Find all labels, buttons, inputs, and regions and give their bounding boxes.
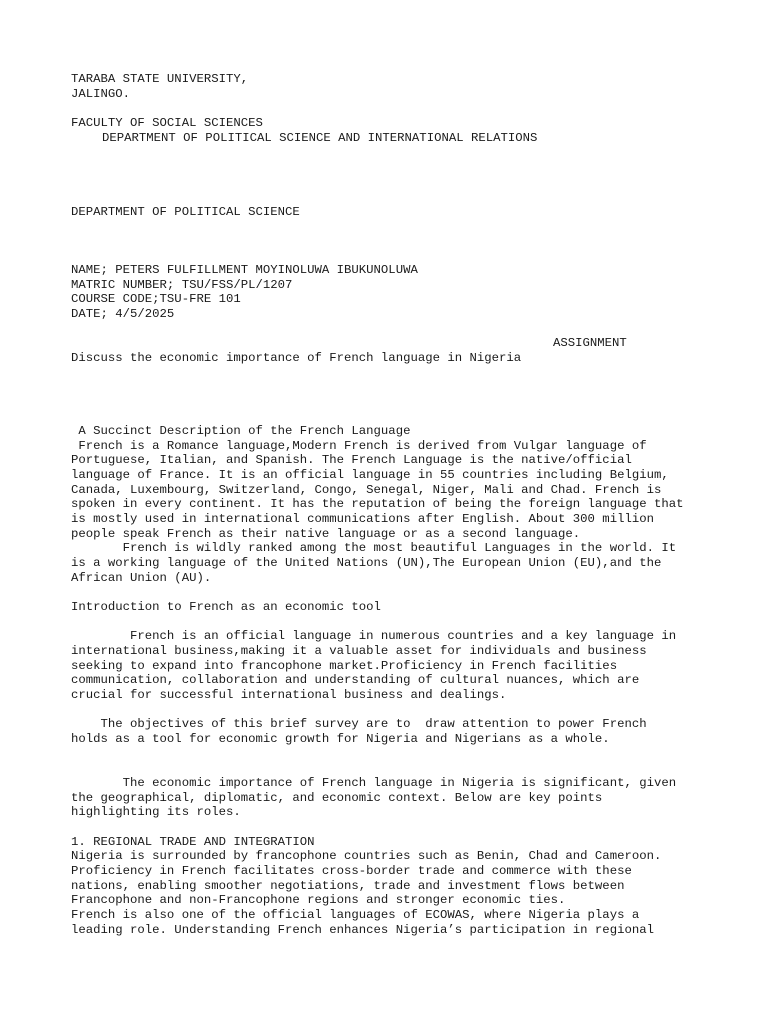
section-1-line: Proficiency in French facilitates cross-border trade and commerce with these [71,864,632,878]
department-name: DEPARTMENT OF POLITICAL SCIENCE [71,205,300,219]
description-line: language of France. It is an official language in 55 countries including Belgium, [71,468,669,482]
intro-line: international business,making it a valuable asset for individuals and business [71,644,647,658]
section-1-line: French is also one of the official languages of ECOWAS, where Nigeria plays a [71,908,640,922]
description-line: African Union (AU). [71,571,212,585]
section-1-line: leading role. Understanding French enhances Nigeria’s participation in regional [71,923,654,937]
university-name: TARABA STATE UNIVERSITY, [71,72,249,86]
matric-number: MATRIC NUMBER; TSU/FSS/PL/1207 [71,278,293,292]
objectives-line: The objectives of this brief survey are to draw attention to power French [71,717,647,731]
importance-line: the geographical, diplomatic, and economic context. Below are key points [71,791,603,805]
submission-date: DATE; 4/5/2025 [71,307,175,321]
department-full-name: DEPARTMENT OF POLITICAL SCIENCE AND INTERNATIONAL RELATIONS [102,131,538,145]
section-1-heading: 1. REGIONAL TRADE AND INTEGRATION [71,835,315,849]
intro-line: French is an official language in numerous countries and a key language in [71,629,677,643]
description-line: French is wildly ranked among the most beautiful Languages in the world. It [71,541,677,555]
importance-line: highlighting its roles. [71,805,241,819]
assignment-question: Discuss the economic importance of French language in Nigeria [71,351,522,365]
intro-line: crucial for successful international business and dealings. [71,688,507,702]
description-line: Canada, Luxembourg, Switzerland, Congo, Senegal, Niger, Mali and Chad. French is [71,483,662,497]
description-line: French is a Romance language,Modern French is derived from Vulgar language of [71,439,647,453]
description-line: is a working language of the United Nations (UN),The European Union (EU),and the [71,556,662,570]
objectives-line: holds as a tool for economic growth for Nigeria and Nigerians as a whole. [71,732,610,746]
course-code: COURSE CODE;TSU-FRE 101 [71,292,241,306]
intro-line: communication, collaboration and understanding of cultural nuances, which are [71,673,640,687]
description-line: is mostly used in international communications after English. About 300 million [71,512,654,526]
assignment-label: ASSIGNMENT [553,336,627,350]
section-1-line: Francophone and non-Francophone regions and stronger economic ties. [71,893,566,907]
university-city: JALINGO. [71,87,131,101]
description-heading: A Succinct Description of the French Language [71,424,411,438]
faculty-name: FACULTY OF SOCIAL SCIENCES [71,116,263,130]
description-line: Portuguese, Italian, and Spanish. The French Language is the native/official [71,453,632,467]
description-line: people speak French as their native language or as a second language. [71,527,581,541]
description-line: spoken in every continent. It has the reputation of being the foreign language that [71,497,684,511]
intro-heading: Introduction to French as an economic tool [71,600,381,614]
section-1-line: Nigeria is surrounded by francophone countries such as Benin, Chad and Cameroon. [71,849,662,863]
importance-line: The economic importance of French language in Nigeria is significant, given [71,776,677,790]
student-name: NAME; PETERS FULFILLMENT MOYINOLUWA IBUKUNOLUWA [71,263,418,277]
section-1-line: nations, enabling smoother negotiations, trade and investment flows between [71,879,625,893]
intro-line: seeking to expand into francophone market.Proficiency in French facilities [71,659,618,673]
